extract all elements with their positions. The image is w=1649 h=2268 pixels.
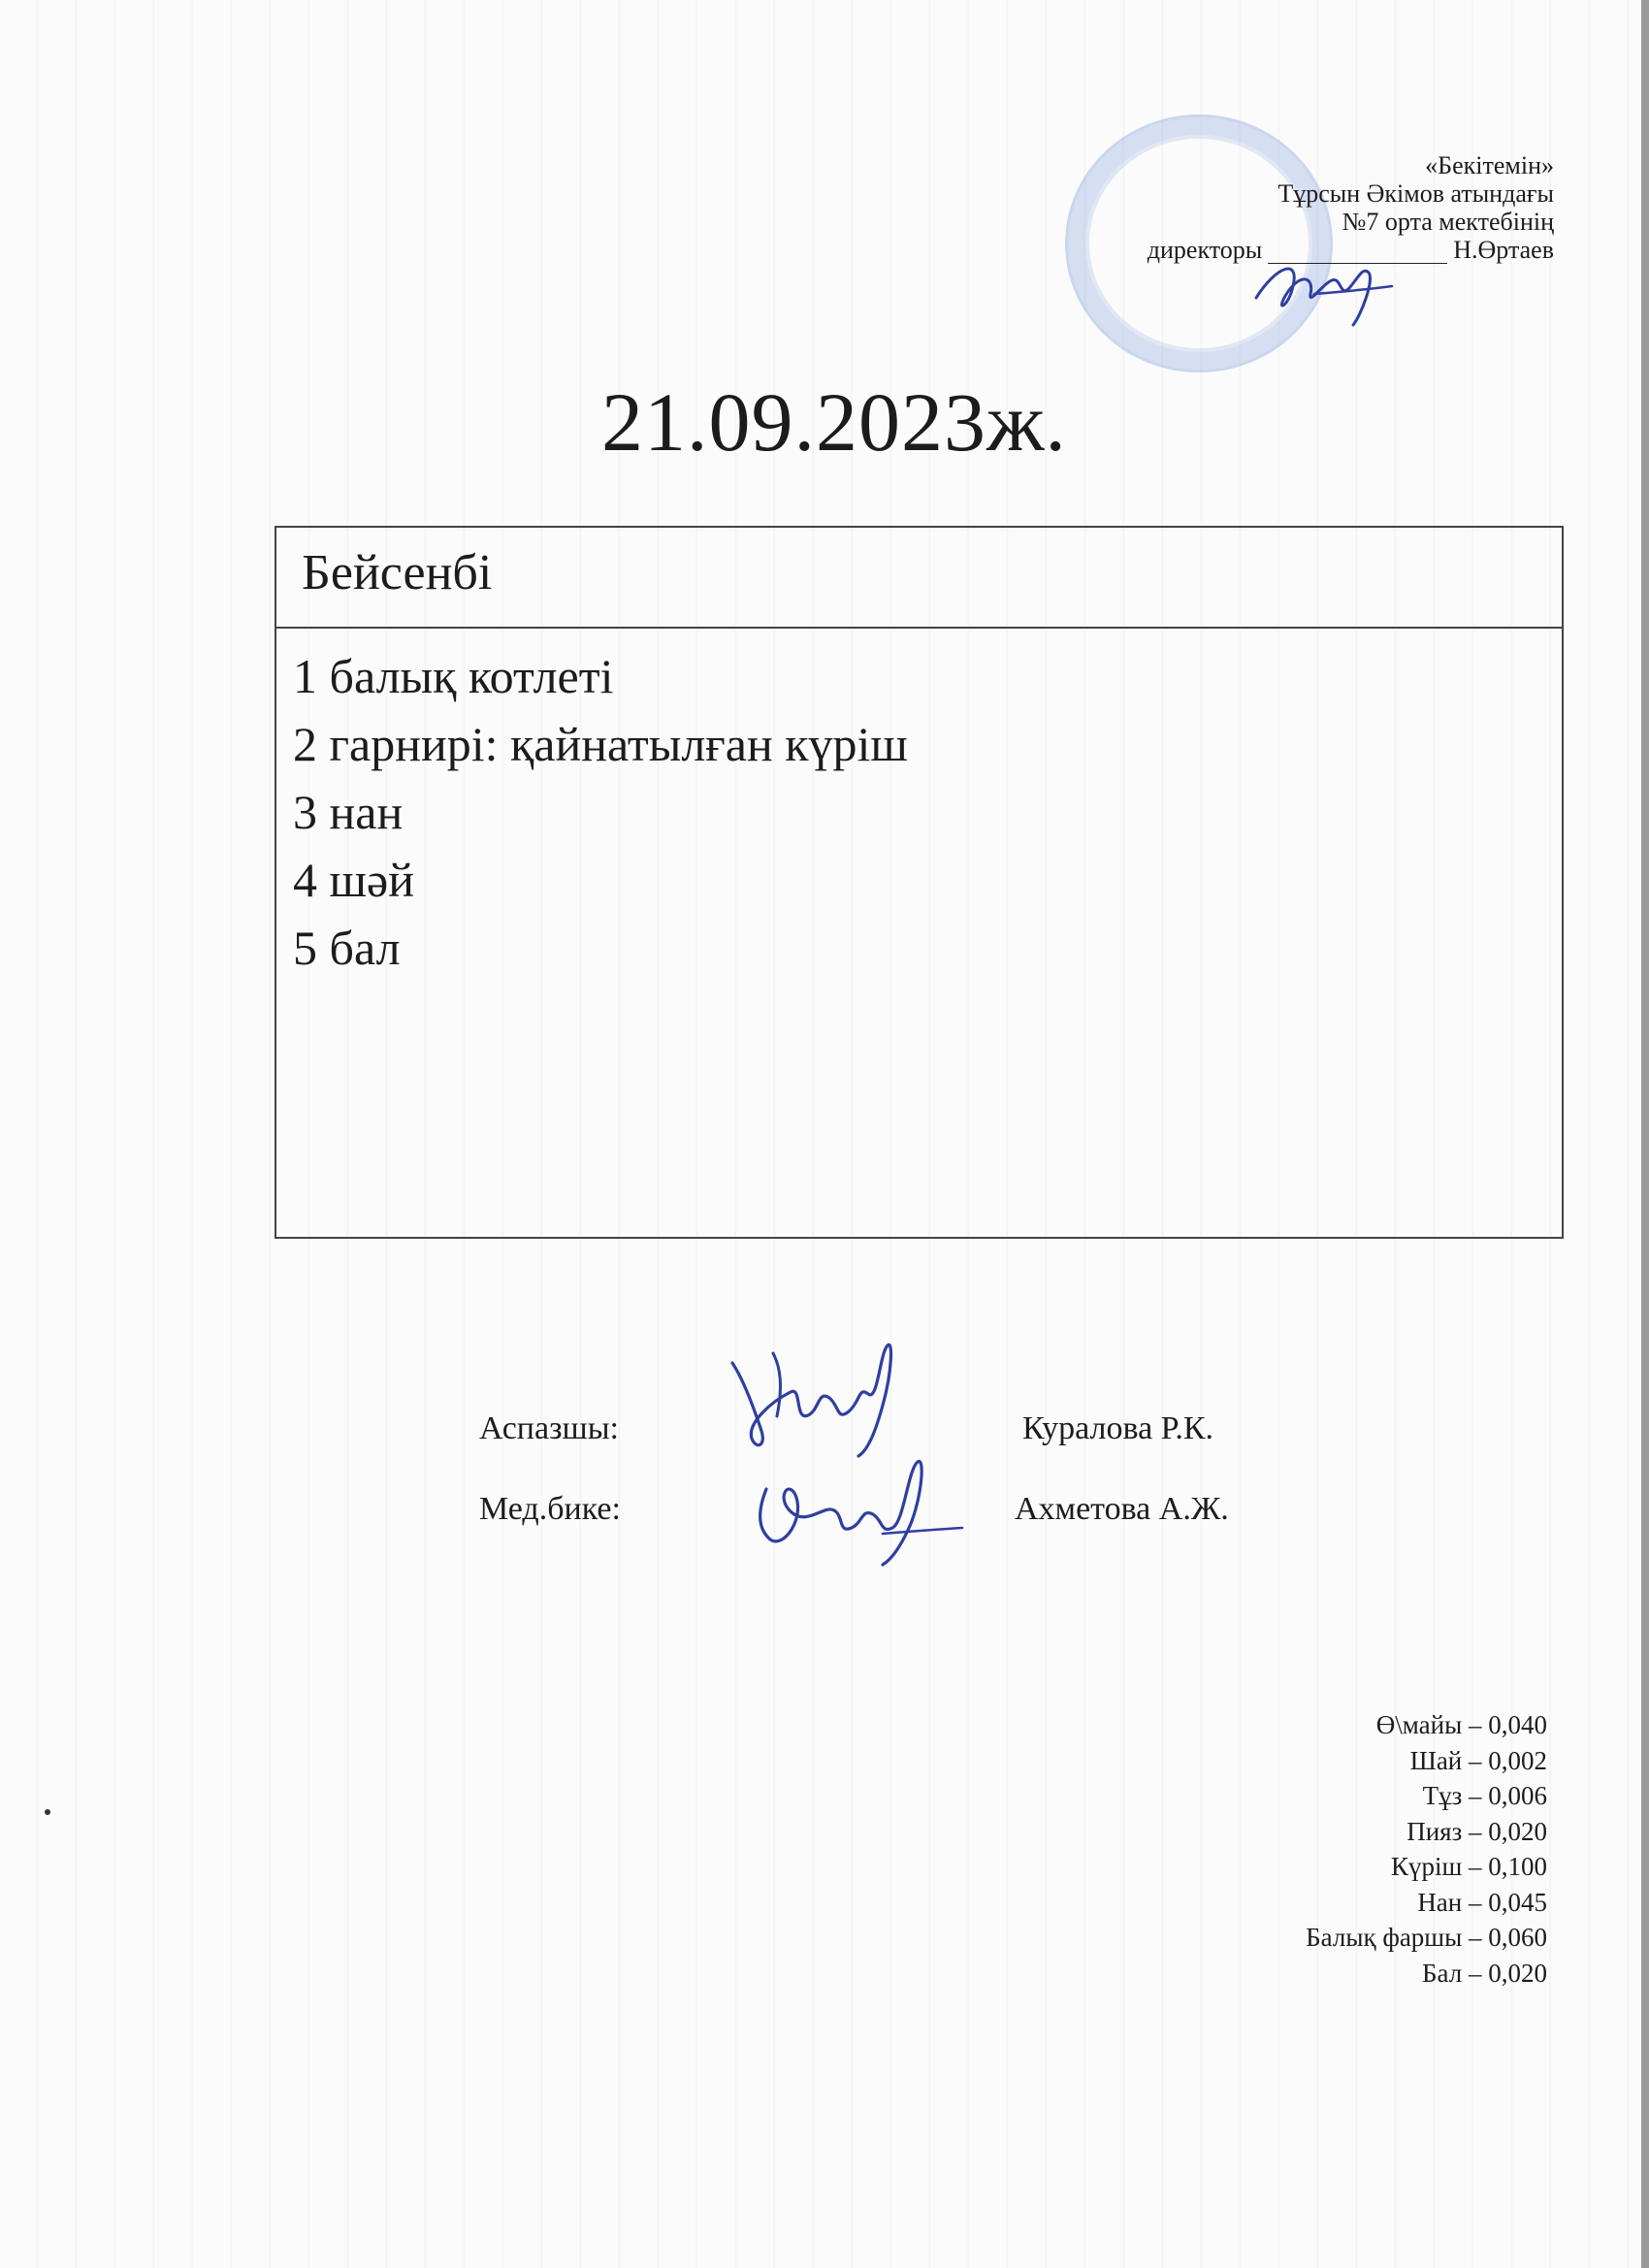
cook-role: Аспазшы: <box>479 1410 619 1446</box>
menu-date: 21.09.2023ж. <box>601 375 1067 469</box>
director-signature <box>1246 238 1402 330</box>
approval-school-line: Тұрсын Әкімов атындағы <box>1277 179 1554 208</box>
ingredient-line: Нан – 0,045 <box>1417 1887 1547 1917</box>
cook-signature <box>713 1334 926 1460</box>
menu-day-header: Бейсенбі <box>276 528 1562 629</box>
scan-edge <box>1641 0 1649 2268</box>
ingredient-line: Бал – 0,020 <box>1422 1958 1547 1988</box>
menu-item: 5 бал <box>293 921 401 975</box>
ingredient-line: Пияз – 0,020 <box>1406 1816 1547 1846</box>
ingredient-line: Тұз – 0,006 <box>1422 1781 1547 1810</box>
nurse-signature <box>737 1450 970 1567</box>
menu-item: 2 гарнирі: қайнатылған күріш <box>293 717 908 771</box>
nurse-name: Ахметова А.Ж. <box>1015 1491 1229 1527</box>
scan-speck <box>45 1809 50 1815</box>
menu-item: 4 шәй <box>293 853 414 907</box>
menu-items-list <box>276 629 1562 995</box>
approval-school-number: №7 орта мектебінің <box>1342 208 1554 236</box>
menu-item: 3 нан <box>293 785 404 839</box>
ingredient-line: Ө\майы – 0,040 <box>1375 1710 1547 1739</box>
menu-table <box>275 526 1564 1239</box>
ingredients-list <box>1062 1707 1547 1991</box>
director-label: директоры <box>1147 236 1263 264</box>
ingredient-line: Шай – 0,002 <box>1409 1745 1547 1775</box>
nurse-role: Мед.бике: <box>479 1491 621 1527</box>
ingredient-line: Күріш – 0,100 <box>1390 1852 1547 1881</box>
cook-name: Куралова Р.К. <box>1022 1410 1214 1446</box>
menu-item: 1 балық котлеті <box>293 649 614 703</box>
director-name: Н.Өртаев <box>1453 236 1554 264</box>
ingredient-line: Балық фаршы – 0,060 <box>1306 1923 1547 1952</box>
approval-title: «Бекітемін» <box>1425 151 1554 179</box>
